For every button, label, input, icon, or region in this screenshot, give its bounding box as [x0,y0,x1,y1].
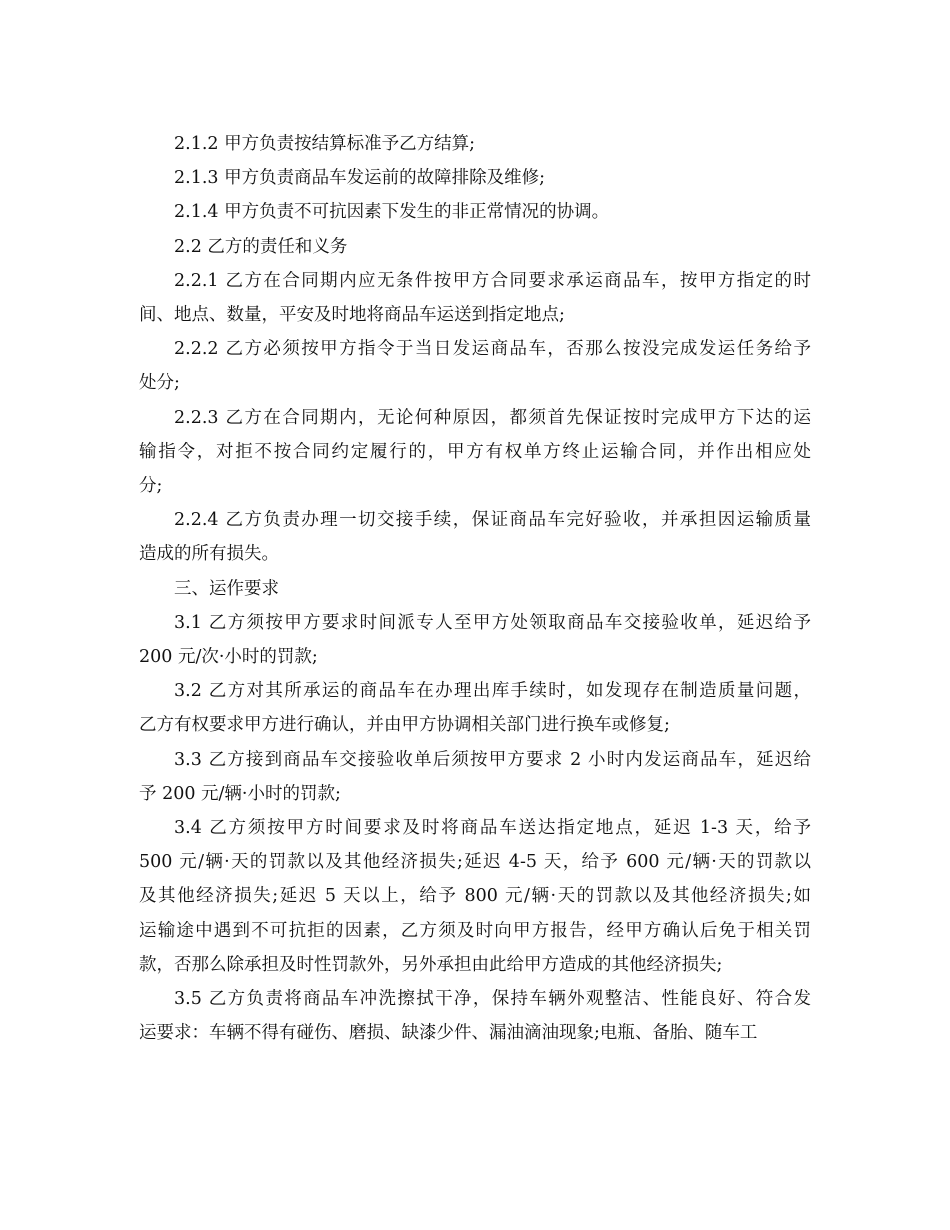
paragraph-line: 3.4 乙方须按甲方时间要求及时将商品车送达指定地点，延迟 1-3 天，给予 [174,818,811,839]
paragraph-line: 200 元/次·小时的罚款; [139,647,318,668]
paragraph [139,982,811,1050]
paragraph [139,572,811,606]
paragraph-line: 款，否那么除承担及时性罚款外，另外承担由此给甲方造成的其他经济损失; [139,954,723,975]
paragraph [139,127,811,161]
paragraph-line: 输指令，对拒不按合同约定履行的，甲方有权单方终止运输合同，并作出相应处 [139,441,811,462]
paragraph-line: 2.1.2 甲方负责按结算标准予乙方结算; [174,134,475,154]
paragraph-line: 乙方有权要求甲方进行确认，并由甲方协调相关部门进行换车或修复; [139,715,670,736]
paragraph-line: 三、运作要求 [174,578,279,599]
paragraph-line: 予 200 元/辆·小时的罚款; [139,783,341,804]
paragraph [139,264,811,332]
paragraph-line: 2.1.4 甲方负责不可抗因素下发生的非正常情况的协调。 [174,202,610,223]
paragraph-line: 2.2 乙方的责任和义务 [174,236,348,257]
paragraph [139,606,811,674]
paragraph-line: 及其他经济损失;延迟 5 天以上，给予 800 元/辆·天的罚款以及其他经济损失;如 [139,886,811,907]
paragraph-line: 3.2 乙方对其所承运的商品车在办理出库手续时，如发现存在制造质量问题， [174,681,811,702]
paragraph-line: 500 元/辆·天的罚款以及其他经济损失;延迟 4-5 天，给予 600 元/辆·天的罚款以 [139,852,811,873]
paragraph-line: 间、地点、数量，平安及时地将商品车运送到指定地点; [139,305,565,326]
paragraph-line: 3.3 乙方接到商品车交接验收单后须按甲方要求 2 小时内发运商品车，延迟给 [174,749,811,770]
paragraph-line: 3.5 乙方负责将商品车冲洗擦拭干净，保持车辆外观整洁、性能良好、符合发 [174,989,811,1010]
paragraph-line: 3.1 乙方须按甲方要求时间派专人至甲方处领取商品车交接验收单，延迟给予 [174,612,811,633]
paragraph [139,332,811,400]
paragraph-line: 2.2.2 乙方必须按甲方指令于当日发运商品车，否那么按没完成发运任务给予 [174,339,811,360]
paragraph [139,230,811,264]
paragraph [139,743,811,811]
paragraph [139,811,811,982]
paragraph-line: 运要求：车辆不得有碰伤、磨损、缺漆少件、漏油滴油现象;电瓶、备胎、随车工 [139,1023,758,1044]
paragraph-line: 分; [139,476,163,497]
paragraph-line: 2.2.1 乙方在合同期内应无条件按甲方合同要求承运商品车，按甲方指定的时 [174,270,811,291]
paragraph [139,674,811,742]
paragraph [139,401,811,504]
paragraph-line: 2.2.3 乙方在合同期内，无论何种原因，都须首先保证按时完成甲方下达的运 [174,407,811,428]
document-body [139,127,811,1050]
paragraph-line: 运输途中遇到不可抗拒的因素，乙方须及时向甲方报告，经甲方确认后免于相关罚 [139,920,811,941]
paragraph-line: 处分; [139,373,180,394]
paragraph [139,161,811,195]
paragraph-line: 造成的所有损失。 [139,544,279,565]
paragraph [139,195,811,229]
paragraph [139,503,811,571]
paragraph-line: 2.2.4 乙方负责办理一切交接手续，保证商品车完好验收，并承担因运输质量 [174,510,811,531]
paragraph-line: 2.1.3 甲方负责商品车发运前的故障排除及维修; [174,168,545,189]
